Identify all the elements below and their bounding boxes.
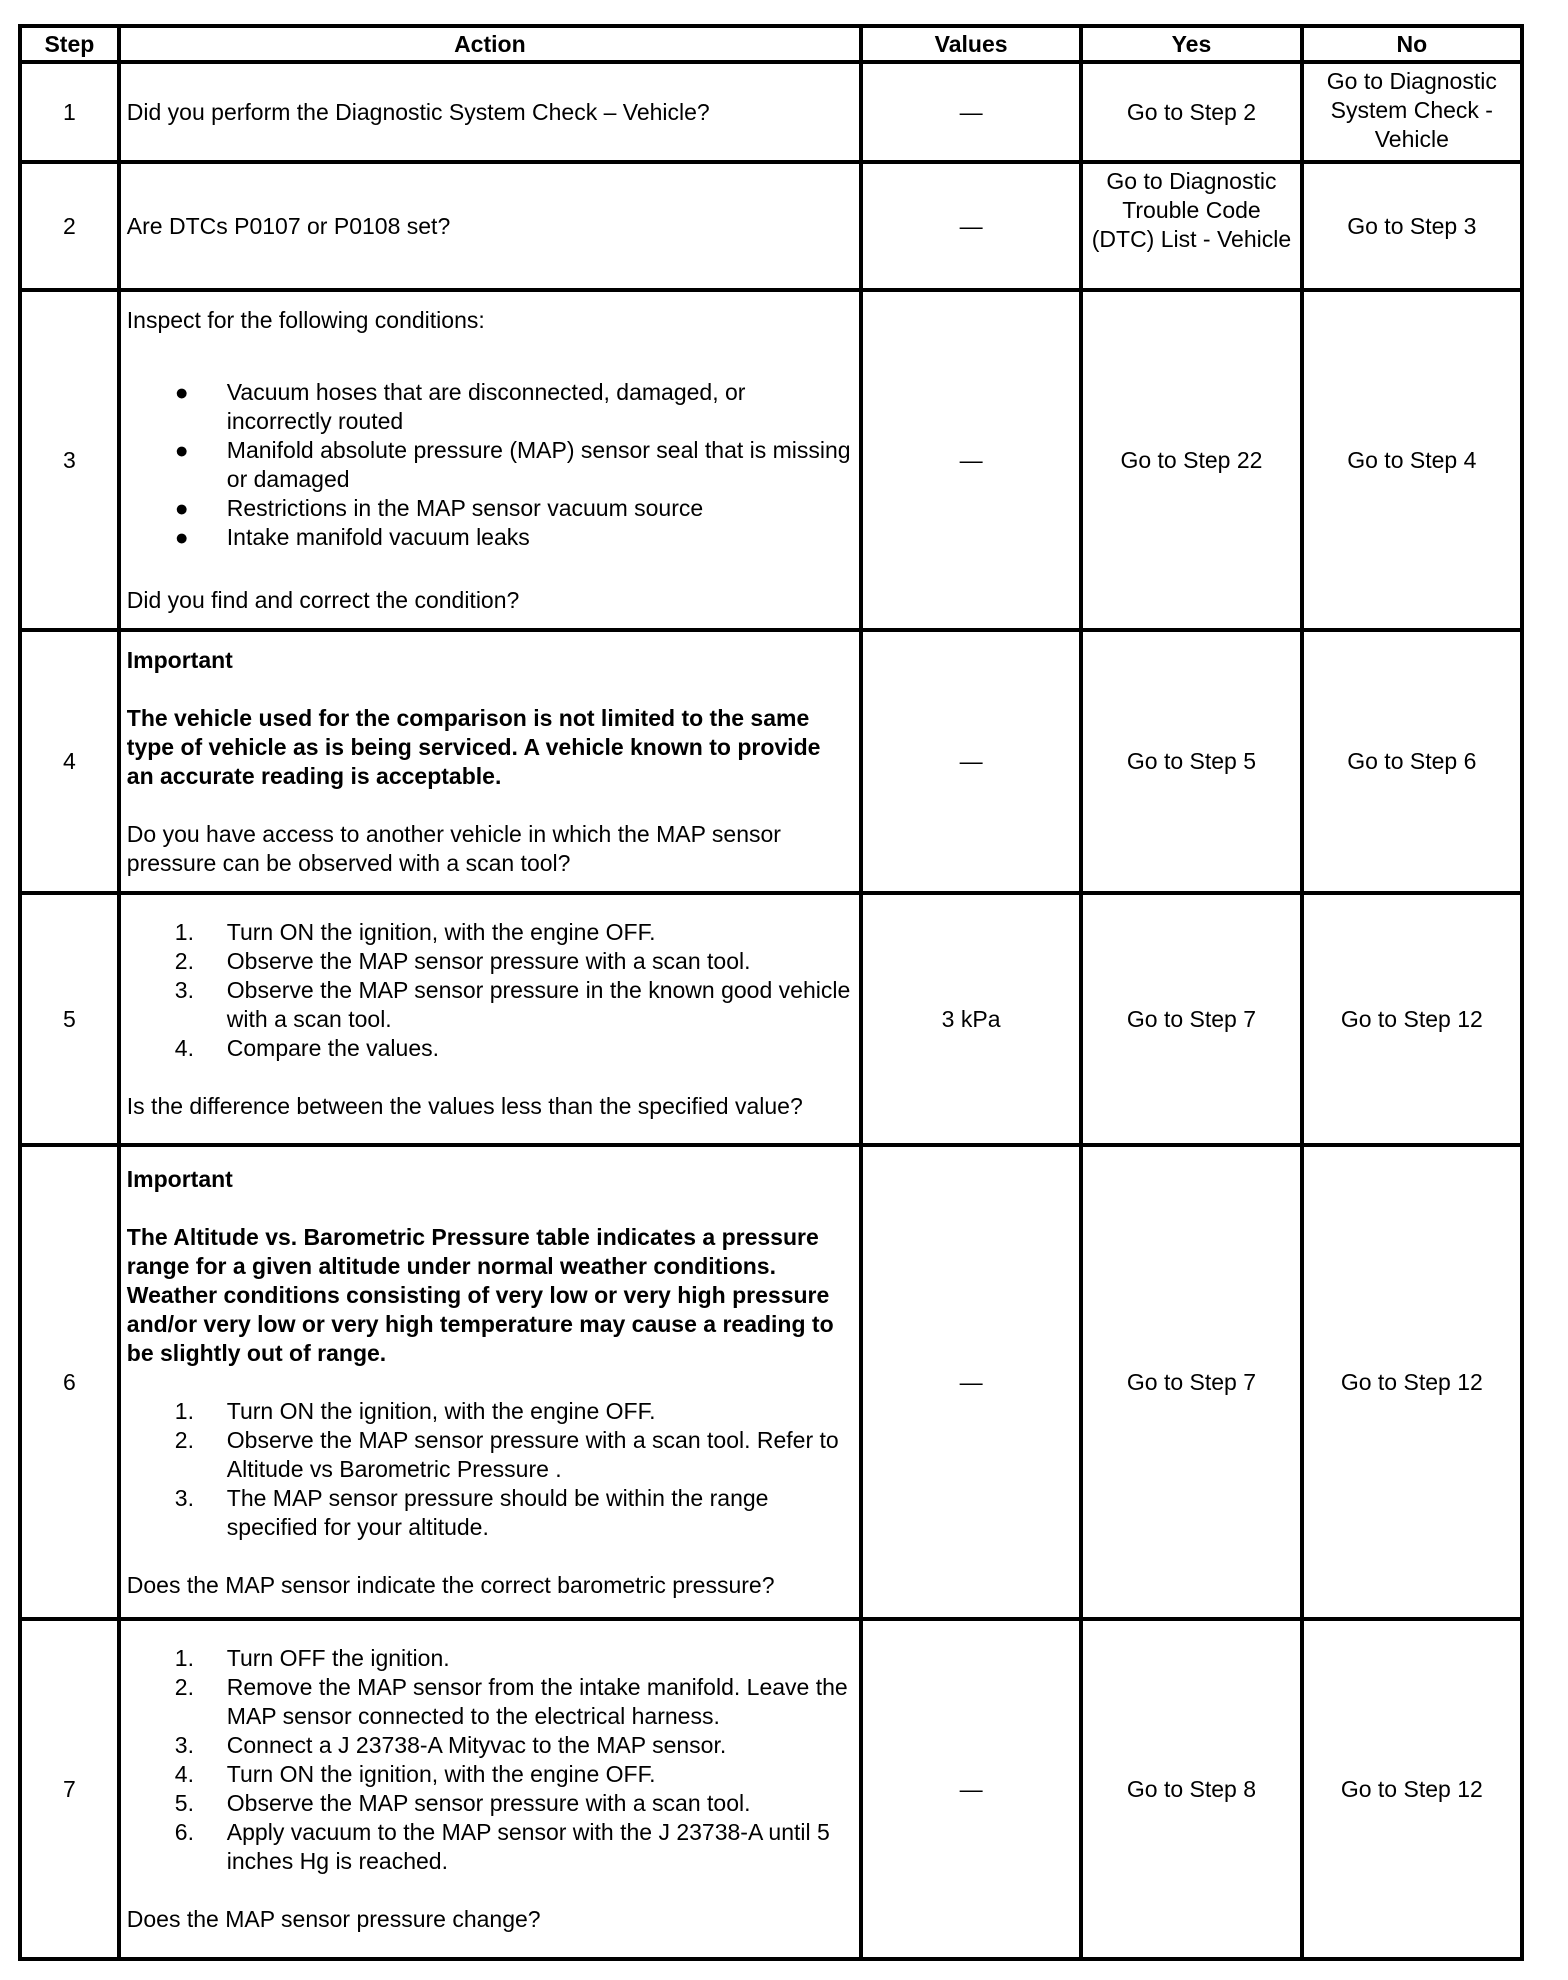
action-cell <box>119 1619 861 1959</box>
list-item: ● Vacuum hoses that are disconnected, damaged, or incorrectly routed <box>174 378 746 434</box>
table-row <box>20 630 1522 893</box>
list-item: 1. Turn ON the ignition, with the engine OFF. <box>174 1397 656 1424</box>
header-action: Action <box>119 26 861 62</box>
list-item: 2. Remove the MAP sensor from the intake manifold. Leave the MAP sensor connected to the electrical harness. <box>174 1674 848 1729</box>
list-item: 1. Turn OFF the ignition. <box>174 1645 450 1671</box>
action-text: Are DTCs P0107 or P0108 set? <box>126 212 451 239</box>
list-item: 2. Observe the MAP sensor pressure with a scan tool. Refer to Altitude vs Barometric Pressure . <box>174 1426 839 1482</box>
table-row <box>20 162 1522 290</box>
value-cell: — <box>861 1619 1081 1959</box>
list-item: 3. The MAP sensor pressure should be within the range specified for your altitude. <box>174 1484 769 1540</box>
list-item: 1. Turn ON the ignition, with the engine OFF. <box>174 918 656 945</box>
condition-list <box>127 378 853 552</box>
no-link[interactable]: Go to Step 12 <box>1302 1145 1522 1619</box>
action-cell <box>119 1145 861 1619</box>
bullet-marker: ● <box>174 494 189 521</box>
bullet-marker: ● <box>174 436 189 463</box>
list-item: 4. Compare the values. <box>174 1034 440 1061</box>
value-cell: — <box>861 1145 1081 1619</box>
list-item: 4. Turn ON the ignition, with the engine OFF. <box>174 1761 656 1787</box>
list-item: 2. Observe the MAP sensor pressure with a scan tool. <box>174 947 751 974</box>
value-cell: — <box>861 62 1081 162</box>
action-cell <box>119 62 861 162</box>
yes-link[interactable]: Go to Step 5 <box>1081 630 1301 893</box>
yes-link[interactable]: Go to Step 8 <box>1081 1619 1301 1959</box>
procedure-list <box>127 918 853 1063</box>
yes-link[interactable]: Go to Step 22 <box>1081 290 1301 630</box>
no-link[interactable]: Go to Step 12 <box>1302 893 1522 1145</box>
action-cell <box>119 290 861 630</box>
action-cell <box>119 162 861 290</box>
action-text: Did you perform the Diagnostic System Check – Vehicle? <box>126 98 710 125</box>
action-cell <box>119 893 861 1145</box>
list-item: 5. Observe the MAP sensor pressure with a scan tool. <box>174 1790 751 1816</box>
step-number: 6 <box>20 1145 119 1619</box>
important-note: The Altitude vs. Barometric Pressure table indicates a pressure range for a given altitude under normal weather conditions. Weather conditions consisting of very low or very high pressure and/or very low or very high temperature may cause a reading to be slightly out of range. <box>126 1223 834 1366</box>
action-question: Does the MAP sensor indicate the correct barometric pressure? <box>126 1571 775 1598</box>
list-item: ● Manifold absolute pressure (MAP) sensor seal that is missing or damaged <box>174 436 851 492</box>
no-link[interactable]: Go to Step 6 <box>1302 630 1522 893</box>
no-link[interactable]: Go to Diagnostic System Check - Vehicle <box>1302 62 1522 162</box>
diagnostic-table <box>18 24 1524 1961</box>
action-question: Did you find and correct the condition? <box>126 586 520 613</box>
important-heading: Important <box>126 1165 233 1192</box>
yes-link[interactable]: Go to Step 7 <box>1081 893 1301 1145</box>
table-row <box>20 62 1522 162</box>
table-row <box>20 1145 1522 1619</box>
header-values: Values <box>861 26 1081 62</box>
procedure-list <box>127 1644 853 1876</box>
step-number: 3 <box>20 290 119 630</box>
list-item: ● Restrictions in the MAP sensor vacuum source <box>174 494 704 521</box>
list-item: 3. Connect a J 23738-A Mityvac to the MAP sensor. <box>174 1732 727 1758</box>
yes-link[interactable]: Go to Diagnostic Trouble Code (DTC) List - Vehicle <box>1081 162 1301 290</box>
no-link[interactable]: Go to Step 3 <box>1302 162 1522 290</box>
action-question: Does the MAP sensor pressure change? <box>126 1906 541 1932</box>
value-cell: — <box>861 630 1081 893</box>
step-number: 4 <box>20 630 119 893</box>
value-cell: — <box>861 290 1081 630</box>
step-number: 2 <box>20 162 119 290</box>
step-number: 7 <box>20 1619 119 1959</box>
table-row <box>20 893 1522 1145</box>
step-number: 5 <box>20 893 119 1145</box>
value-cell: 3 kPa <box>861 893 1081 1145</box>
bullet-marker: ● <box>174 523 189 550</box>
yes-link[interactable]: Go to Step 7 <box>1081 1145 1301 1619</box>
action-question: Do you have access to another vehicle in which the MAP sensor pressure can be observed with a scan tool? <box>126 820 781 876</box>
header-yes: Yes <box>1081 26 1301 62</box>
action-intro: Inspect for the following conditions: <box>126 306 485 333</box>
list-item: 6. Apply vacuum to the MAP sensor with the J 23738-A until 5 inches Hg is reached. <box>174 1819 830 1874</box>
table-row <box>20 1619 1522 1959</box>
list-item: 3. Observe the MAP sensor pressure in the known good vehicle with a scan tool. <box>174 976 851 1032</box>
header-step: Step <box>20 26 119 62</box>
no-link[interactable]: Go to Step 12 <box>1302 1619 1522 1959</box>
value-cell: — <box>861 162 1081 290</box>
step-number: 1 <box>20 62 119 162</box>
action-question: Is the difference between the values less than the specified value? <box>126 1092 803 1119</box>
list-item: ● Intake manifold vacuum leaks <box>174 523 530 550</box>
important-note: The vehicle used for the comparison is not limited to the same type of vehicle as is being serviced. A vehicle known to provide an accurate reading is acceptable. <box>126 704 821 789</box>
no-link[interactable]: Go to Step 4 <box>1302 290 1522 630</box>
procedure-list <box>127 1397 853 1542</box>
yes-link[interactable]: Go to Step 2 <box>1081 62 1301 162</box>
action-cell <box>119 630 861 893</box>
table-row <box>20 290 1522 630</box>
bullet-marker: ● <box>174 378 189 405</box>
header-row <box>20 26 1522 62</box>
important-heading: Important <box>126 646 233 673</box>
header-no: No <box>1302 26 1522 62</box>
